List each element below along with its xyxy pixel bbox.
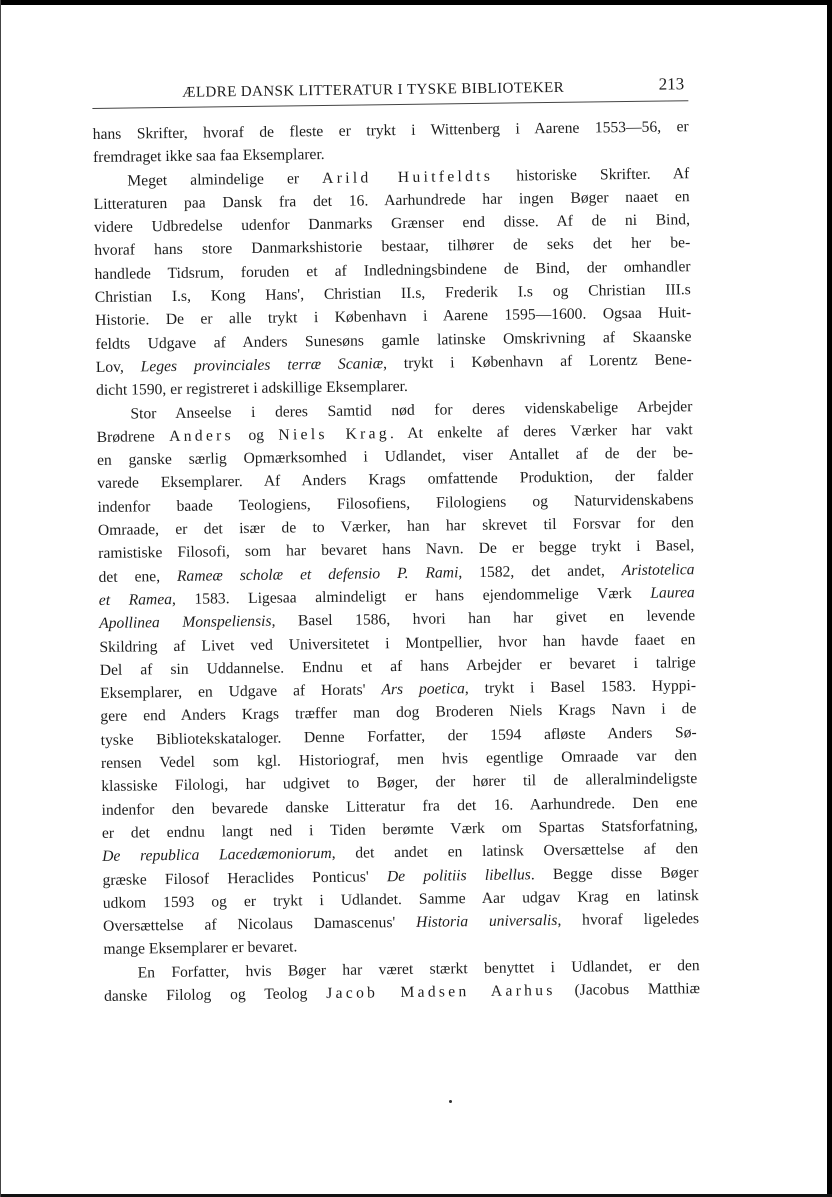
text-run: . At enkelte af deres Værker har vakt xyxy=(389,421,693,442)
text-run: , det andet en latinsk Oversættelse af den xyxy=(331,840,699,863)
text-run: (Jacobus Matthiæ xyxy=(555,980,701,999)
text-run: Omraade, er det især de to Værker, han har skrevet til Forsvar for den xyxy=(97,514,694,540)
text-run: Lov, xyxy=(95,358,141,376)
text-run: , 1583. Ligesaa almindeligt er hans ejendommelige Værk xyxy=(171,584,651,608)
text-run: udkom 1593 og er trykt i Udlandet. Samme Aar udgav Krag en latinsk xyxy=(102,886,699,912)
text-run: Brødrene xyxy=(96,427,170,446)
spaced-name: Niels Krag xyxy=(278,424,390,444)
scan-border-right xyxy=(827,0,832,1197)
text-run: hvoraf hans store Danmarkshistorie bestaar, tilhører de seks det her be- xyxy=(94,234,691,260)
text-run: Stor Anseelse i deres Samtid nød for deres videnskabelige Arbejder xyxy=(130,397,693,423)
ink-speck xyxy=(449,1100,452,1103)
text-run: handlede Tidsrum, foruden et af Indledningsbindene de Bind, der omhandler xyxy=(94,257,691,283)
text-run: danske Filolog og Teolog xyxy=(103,984,327,1005)
text-run: ramistiske Filosofi, som har bevaret hans Navn. De er begge trykt i Basel, xyxy=(98,537,695,563)
text-run: Historie. De er alle trykt i København i Aarene 1595—1600. Ogsaa Huit- xyxy=(95,304,692,330)
text-run: Eksemplarer, en Udgave af Horats' xyxy=(99,681,382,703)
running-title: ÆLDRE DANSK LITTERATUR I TYSKE BIBLIOTEKER xyxy=(182,79,565,101)
text-run: klassiske Filologi, har udgivet to Bøger, der hører til de alleralmindeligste xyxy=(101,770,698,796)
text-run: og xyxy=(233,426,279,445)
text-run: , trykt i Basel 1583. Hyppi- xyxy=(464,677,697,698)
text-run: hans Skrifter, hvoraf de fleste er trykt i Wittenberg i Aarene 1553—56, er xyxy=(92,118,689,143)
text-run: dicht 1590, er registreret i adskillige Eksemplarer. xyxy=(95,378,408,400)
spaced-name: Anders xyxy=(169,427,235,445)
italic-title: Leges provinciales terræ Scaniæ xyxy=(140,355,384,376)
italic-title: De politiis libellus xyxy=(386,865,531,885)
book-page xyxy=(92,70,700,1008)
text-run: Meget almindelige er xyxy=(127,169,323,190)
italic-title: Aristotelica xyxy=(621,560,695,579)
scan-border-left xyxy=(0,0,1,1197)
text-run: , Basel 1586, hvori han har givet en levende xyxy=(271,607,696,630)
text-run: . Begge disse Bøger xyxy=(530,863,699,883)
text-run: mange Eksemplarer er bevaret. xyxy=(103,938,298,959)
text-run: En Forfatter, hvis Bøger har været stærkt benyttet i Udlandet, er den xyxy=(137,956,700,982)
italic-title: Rameæ scholæ et defensio P. Rami xyxy=(176,563,459,585)
text-run: historiske Skrifter. Af xyxy=(493,164,690,185)
text-run: en ganske særlig Opmærksomhed i Udlandet, viser Antallet af de der be- xyxy=(96,444,694,470)
text-run: Skildring af Livet ved Universitetet i Montpellier, hvor han havde faaet en xyxy=(99,630,696,656)
italic-title: Historia universalis xyxy=(416,912,558,931)
text-run: det ene, xyxy=(98,567,178,586)
italic-title: De republica Lacedæmoniorum xyxy=(102,845,332,866)
text-run: indenfor baade Teologiens, Filosofiens, Filologiens og Naturvidenskabens xyxy=(97,490,694,516)
text-run: , trykt i København af Lorentz Bene- xyxy=(382,351,692,373)
text-run: varede Eksemplarer. Af Anders Krags omfattende Produktion, der falder xyxy=(97,467,694,493)
italic-title: Ars poetica xyxy=(381,680,465,699)
spaced-name: Jacob Madsen Aarhus xyxy=(326,981,556,1002)
italic-title: et Ramea xyxy=(98,590,173,609)
text-run: fremdraget ikke saa faa Eksemplarer. xyxy=(92,146,325,167)
body-text xyxy=(93,115,701,1008)
text-run: Litteraturen paa Dansk fra det 16. Aarhundrede har ingen Bøger naaet en xyxy=(93,188,690,213)
text-run: indenfor den bevarede danske Litteratur fra det 16. Aarhundrede. Den ene xyxy=(101,793,698,819)
text-run: , hvoraf ligeledes xyxy=(557,910,700,930)
text-run: Del af sin Uddannelse. Endnu et af hans Arbejder er bevaret i talrige xyxy=(99,653,696,679)
text-run: gere end Anders Krags træffer man dog Broderen Niels Krags Navn i de xyxy=(100,700,697,726)
text-run: græske Filosof Heraclides Ponticus' xyxy=(102,867,388,889)
text-run: , 1582, det andet, xyxy=(458,561,622,581)
text-run: er det endnu langt ned i Tiden berømte Værk om Spartas Statsforfatning, xyxy=(101,817,698,842)
text-run: videre Udbredelse udenfor Danmarks Grænser end disse. Af de ni Bind, xyxy=(93,211,691,237)
text-run: tyske Bibliotekskataloger. Denne Forfatter, der 1594 afløste Anders Sø- xyxy=(100,723,697,749)
text-run: Christian I.s, Kong Hans', Christian II.s, Frederik I.s og Christian III.s xyxy=(94,281,691,307)
running-header xyxy=(92,70,688,109)
italic-title: Laurea xyxy=(650,584,695,602)
page-number: 213 xyxy=(658,74,685,94)
scan-border-top xyxy=(0,0,832,5)
text-run: rensen Vedel som kgl. Historiograf, men hvis egentlige Omraade var den xyxy=(100,747,698,772)
text-run: feldts Udgave af Anders Sunesøns gamle latinske Omskrivning af Skaanske xyxy=(95,327,692,353)
spaced-name: Arild Huitfeldts xyxy=(321,167,494,187)
text-run: Oversættelse af Nicolaus Damascenus' xyxy=(102,913,417,936)
italic-title: Apollinea Monspeliensis xyxy=(99,612,272,633)
